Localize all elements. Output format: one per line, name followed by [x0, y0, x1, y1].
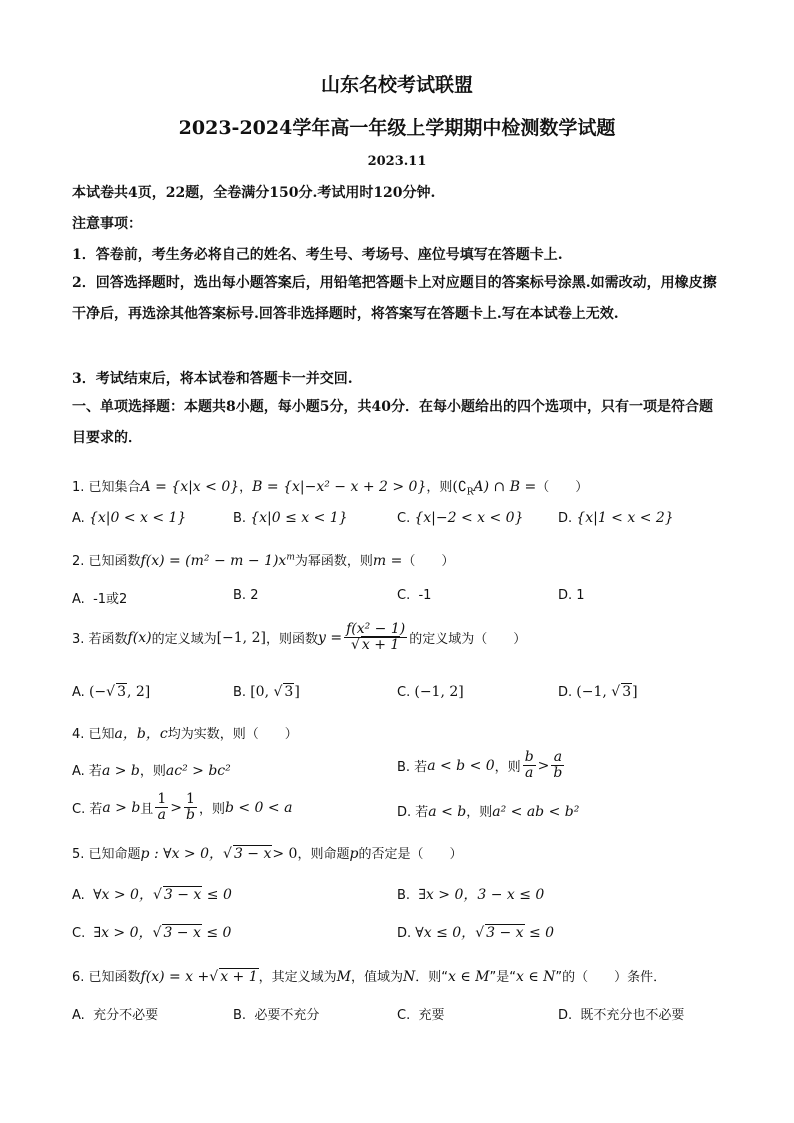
numerator: a: [551, 750, 564, 766]
q1-stem: 1. 已知集合: [72, 480, 141, 495]
q4-option-d[interactable]: [397, 801, 579, 820]
option-label: C.: [397, 588, 411, 603]
q5-gt: > 0: [272, 846, 298, 862]
q3-fraction: [344, 622, 407, 653]
q2-function: f(x) = (m² − m − 1)x: [140, 553, 287, 569]
option-text: {x|0 < x < 1}: [88, 510, 187, 526]
option-label: D.: [558, 1008, 573, 1023]
q6-rest2: ，值域为: [350, 970, 403, 985]
option-post: ≤ 0: [202, 887, 232, 903]
option-post: ≤ 0: [524, 925, 555, 941]
q2-rest: 为幂函数，则: [294, 554, 373, 569]
notes-title: 注意事项：: [72, 216, 142, 232]
option-pre: [0,: [250, 684, 274, 700]
option-label: A.: [72, 511, 85, 526]
option-label: C.: [72, 926, 86, 941]
option-label: A.: [72, 592, 85, 607]
option-mid: ，则: [466, 805, 493, 820]
option-label: B.: [397, 888, 411, 903]
fraction-a-over-b: [551, 750, 564, 781]
q6-rest4: ”是“: [489, 970, 516, 985]
q1-option-a[interactable]: [72, 510, 186, 526]
denominator: b: [553, 765, 563, 781]
q1-set-b: B = {x|−x² − x + 2 > 0}: [252, 479, 427, 495]
option-label: C. 若: [72, 802, 103, 817]
q5-radicand: 3 − x: [233, 846, 272, 862]
option-cond: a > b: [102, 799, 141, 816]
q2-exponent: m: [286, 552, 295, 563]
q5-option-a[interactable]: A. ∀x > 0，√ 3 − x ≤ 0: [72, 887, 232, 903]
q6-option-a[interactable]: [72, 1004, 158, 1023]
option-pre: ∃x > 0，: [93, 925, 153, 941]
q3-stem: 3. 若函数: [72, 632, 128, 647]
q1-option-c[interactable]: [397, 510, 524, 526]
q1-option-b[interactable]: [233, 510, 348, 526]
question-4: [72, 723, 298, 743]
note-3: 3．考试结束后，将本试卷和答题卡一并交回.: [72, 371, 353, 387]
option-root: 3 − x: [163, 887, 202, 903]
section-1-header: 一、单项选择题：本题共8小题，每小题5分，共40分．在每小题给出的四个选项中，只有一项是符合题目要求的．: [72, 399, 713, 446]
q4-option-a[interactable]: [72, 760, 231, 779]
option-root: 3: [622, 684, 632, 700]
option-text: 既不充分也不必要: [580, 1008, 685, 1023]
option-label: B. 若: [397, 760, 428, 775]
q1-option-d[interactable]: [558, 510, 674, 526]
q3-option-d[interactable]: D. (−1, √ 3]: [558, 684, 638, 700]
q3-function: f(x): [127, 629, 152, 646]
q3-end: 的定义域为（ ）: [409, 632, 527, 647]
q4-option-c[interactable]: [72, 792, 292, 823]
option-label: C.: [397, 1008, 411, 1023]
q3-option-a[interactable]: A. (−√ 3, 2]: [72, 684, 151, 700]
q2-paren: （ ）: [402, 554, 455, 569]
q1-set-a: A = {x|x < 0}: [140, 479, 240, 495]
question-3: [72, 622, 526, 653]
q5-stem: 5. 已知命题: [72, 847, 141, 862]
q6-option-d[interactable]: [558, 1004, 684, 1023]
q6-range-var: N: [403, 969, 416, 985]
q6-cond1: x ∈ M: [448, 969, 490, 985]
q3-denominator: √ x + 1: [350, 637, 400, 653]
option-cond: a < b < 0: [427, 757, 495, 774]
q3-mid2: ，则函数: [265, 632, 318, 647]
denominator: b: [185, 807, 195, 823]
option-result: ac² > bc²: [165, 763, 231, 779]
q3-domain: [−1, 2]: [216, 629, 266, 646]
note-1: 1．答卷前，考生务必将自己的姓名、考生号、考场号、座位号填写在答题卡上.: [72, 247, 563, 263]
option-text: -1或2: [93, 592, 128, 607]
q3-numerator: f(x² − 1): [346, 621, 406, 637]
option-label: A.: [72, 1008, 85, 1023]
q1-paren: （ ）: [536, 480, 589, 495]
option-text: 充要: [418, 1008, 445, 1023]
gt-sign: >: [537, 757, 550, 774]
option-result: b < 0 < a: [224, 799, 293, 816]
option-text: {x|−2 < x < 0}: [414, 510, 524, 526]
q2-option-d[interactable]: [558, 588, 585, 603]
option-pre: ∀x ≤ 0，: [415, 925, 476, 941]
option-label: D. 若: [397, 805, 429, 820]
option-pre: (−1,: [576, 684, 612, 700]
option-post: , 2]: [126, 684, 151, 700]
question-2: [72, 550, 454, 569]
fraction-b-over-a: [523, 750, 536, 781]
numerator: 1: [157, 791, 167, 807]
option-text: 充分不必要: [93, 1008, 159, 1023]
question-1: [72, 476, 588, 498]
q3-mid: 的定义域为: [151, 632, 217, 647]
q2-option-c[interactable]: [397, 588, 431, 603]
option-label: D.: [558, 685, 573, 700]
q5-option-c[interactable]: C. ∃x > 0，√ 3 − x ≤ 0: [72, 925, 232, 941]
q3-denominator-radicand: x + 1: [361, 637, 400, 653]
option-mid: ，则: [139, 764, 166, 779]
q2-stem: 2. 已知函数: [72, 554, 141, 569]
gt-sign: >: [170, 799, 182, 816]
q6-rest: ，其定义域为: [258, 970, 337, 985]
option-label: D.: [397, 926, 412, 941]
q2-option-a[interactable]: [72, 588, 127, 607]
option-label: D.: [558, 588, 573, 603]
option-label: D.: [558, 511, 573, 526]
q3-y: y =: [317, 629, 343, 646]
option-cond: a > b: [101, 763, 140, 779]
q4-option-b[interactable]: [397, 750, 566, 781]
option-label: C.: [397, 511, 411, 526]
option-pre: ∀x > 0，: [93, 887, 153, 903]
option-root: 3: [284, 684, 294, 700]
fraction-1-over-a: [155, 792, 168, 823]
option-label: A.: [72, 685, 85, 700]
option-post: ]: [294, 684, 300, 700]
q6-option-b[interactable]: [233, 1004, 319, 1023]
q1-then: ，则: [426, 480, 453, 495]
q5-p: p: [349, 846, 359, 862]
option-mid: ，则: [494, 760, 521, 775]
q4-stem: 4. 已知: [72, 727, 115, 742]
q5-option-d[interactable]: D. ∀x ≤ 0，√ 3 − x ≤ 0: [397, 925, 555, 941]
option-pre: (−: [88, 684, 107, 700]
denominator: a: [157, 807, 166, 823]
option-text: 必要不充分: [254, 1008, 320, 1023]
q2-var: m =: [372, 553, 403, 569]
option-root: 3 − x: [163, 925, 201, 941]
option-label: B.: [233, 511, 247, 526]
option-post: ]: [632, 684, 638, 700]
note-2: 2．回答选择题时，选出每小题答案后，用铅笔把答题卡上对应题目的答案标号涂黑.如需改动，用橡皮擦干净后，再选涂其他答案标号.回答非选择题时，将答案写在答题卡上.写在本试卷上无效.: [72, 275, 717, 322]
q6-radicand: x + 1: [220, 969, 258, 985]
option-root: 3: [117, 684, 126, 700]
option-text: 1: [576, 588, 585, 603]
option-pre: ∃x > 0，3 − x ≤ 0: [418, 887, 545, 903]
question-5: 5. 已知命题p : ∀x > 0，√ 3 − x> 0，则命题p的否定是（ ）: [72, 846, 463, 862]
option-root: 3 − x: [486, 925, 524, 941]
option-label: B.: [233, 588, 247, 603]
q6-option-c[interactable]: [397, 1004, 445, 1023]
q6-function: f(x) = x +: [140, 969, 210, 985]
option-cond: a < b: [428, 804, 467, 820]
q5-end: 的否定是（ ）: [358, 847, 463, 862]
option-label: B.: [233, 1008, 247, 1023]
option-text: {x|1 < x < 2}: [576, 510, 674, 526]
exam-intro: 本试卷共4页，22题，全卷满分150分.考试用时120分钟.: [72, 185, 436, 201]
q5-rest: ，则命题: [297, 847, 350, 862]
q1-sep: ，: [239, 480, 253, 495]
numerator: b: [524, 749, 534, 765]
q5-proposition: p : ∀x > 0，: [140, 846, 224, 862]
q1-universe: R: [466, 487, 474, 498]
option-pre: (−1, 2]: [414, 684, 464, 700]
league-title: 山东名校考试联盟: [320, 74, 473, 96]
q5-option-b[interactable]: [397, 884, 544, 904]
option-label: A. 若: [72, 764, 102, 779]
option-text: {x|0 ≤ x < 1}: [250, 510, 348, 526]
q6-stem: 6. 已知函数: [72, 970, 141, 985]
exam-title: 2023-2024学年高一年级上学期期中检测数学试题: [178, 117, 616, 139]
option-result: a² < ab < b²: [492, 804, 580, 820]
q3-option-b[interactable]: B. [0, √ 3]: [233, 684, 300, 700]
q6-rest5: ”的（ ）条件．: [555, 970, 667, 985]
fraction-1-over-b: [184, 792, 197, 823]
q2-option-b[interactable]: [233, 588, 258, 603]
q1-expr: A) ∩ B =: [473, 479, 537, 495]
option-text: -1: [418, 588, 432, 603]
option-text: 2: [250, 588, 259, 603]
numerator: 1: [184, 792, 197, 808]
q4-rest: 均为实数，则（ ）: [167, 727, 298, 742]
question-6: 6. 已知函数f(x) = x +√ x + 1，其定义域为M，值域为N．则“x ∈ M”是“x ∈ N”的（ ）条件．: [72, 969, 667, 985]
option-and: 且: [140, 802, 154, 817]
exam-date: 2023.11: [367, 154, 427, 169]
q6-domain-var: M: [336, 969, 351, 985]
option-mid: ，则: [198, 802, 225, 817]
option-label: A.: [72, 888, 85, 903]
q3-option-c[interactable]: [397, 684, 464, 700]
q1-complement: (∁: [452, 479, 467, 495]
q6-rest3: ．则“: [415, 970, 448, 985]
denominator: a: [524, 765, 534, 781]
q6-cond2: x ∈ N: [515, 969, 556, 985]
q4-vars: a，b，c: [114, 726, 168, 742]
option-label: B.: [233, 685, 247, 700]
option-label: C.: [397, 685, 411, 700]
option-post: ≤ 0: [201, 925, 232, 941]
